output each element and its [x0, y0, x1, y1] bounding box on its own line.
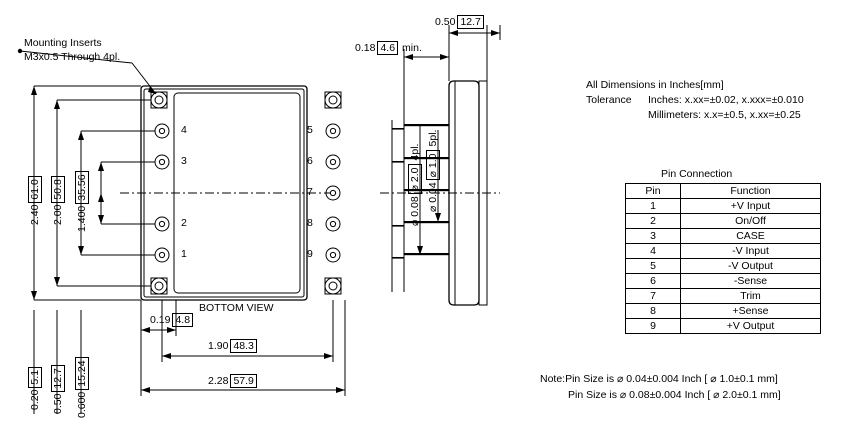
cell-pin: 8: [626, 304, 681, 319]
dim-2p40-61p0: 2.4061.0: [28, 176, 42, 225]
dim-pin-0p08-2p0: ⌀ 0.08⌀ 2.04pl.: [409, 143, 421, 226]
bottom-view-label: BOTTOM VIEW: [199, 302, 274, 314]
dim-side-0p50-12p7: 0.50 12.7: [435, 15, 484, 29]
dim-1p90-48p3: 1.90 48.3: [208, 339, 257, 353]
cell-pin: 7: [626, 289, 681, 304]
table-row: [626, 244, 821, 259]
pin-number-4: 4: [181, 124, 187, 136]
cell-function: Trim: [681, 289, 821, 304]
pin-number-1: 1: [181, 248, 187, 260]
cell-pin: 4: [626, 244, 681, 259]
pin-size-note-line1: Note:Pin Size is ⌀ 0.04±0.004 Inch [ ⌀ 1.0±0.1 mm]: [540, 373, 778, 385]
header-function: Function: [681, 184, 821, 199]
dim-2p28-57p9: 2.28 57.9: [208, 374, 257, 388]
cell-function: +V Input: [681, 199, 821, 214]
cell-pin: 3: [626, 229, 681, 244]
table-row: [626, 259, 821, 274]
pin-number-2: 2: [181, 217, 187, 229]
cell-pin: 9: [626, 319, 681, 334]
dim-0p20-5p1: 0.205.1: [28, 367, 42, 410]
cell-function: +Sense: [681, 304, 821, 319]
tolerance-inches: Inches: x.xx=±0.02, x.xxx=±0.010: [648, 94, 804, 106]
dim-2p00-50p8: 2.0050.8: [51, 176, 65, 225]
pin-connection-table: [625, 183, 821, 334]
cell-pin: 1: [626, 199, 681, 214]
dim-0p19-4p8: 0.19 4.8: [150, 313, 193, 327]
table-row: [626, 214, 821, 229]
table-row: [626, 199, 821, 214]
table-row: [626, 304, 821, 319]
pin-number-3: 3: [181, 155, 187, 167]
pin-number-7: 7: [307, 186, 313, 198]
dim-0p50-12p7: 0.5012.7: [51, 365, 65, 414]
cell-function: -V Output: [681, 259, 821, 274]
pin-number-5: 5: [307, 124, 313, 136]
table-row: [626, 229, 821, 244]
dim-0p600-15p24: 0.60015.24: [75, 357, 89, 418]
cell-pin: 6: [626, 274, 681, 289]
tolerance-label: Tolerance: [586, 94, 632, 106]
cell-function: -Sense: [681, 274, 821, 289]
dim-side-0p18-4p6: 0.18 4.6 min.: [355, 42, 422, 54]
pin-size-note-line2: Pin Size is ⌀ 0.08±0.004 Inch [ ⌀ 2.0±0.1 mm]: [568, 389, 781, 401]
cell-function: On/Off: [681, 214, 821, 229]
header-pin: Pin: [626, 184, 681, 199]
table-row: [626, 319, 821, 334]
cell-function: +V Output: [681, 319, 821, 334]
tolerance-mm: Millimeters: x.x=±0.5, x.xx=±0.25: [648, 109, 801, 121]
table-header-row: [626, 184, 821, 199]
cell-pin: 2: [626, 214, 681, 229]
pin-connection-title: Pin Connection: [661, 168, 733, 180]
pin-number-9: 9: [307, 248, 313, 260]
table-row: [626, 289, 821, 304]
cell-function: CASE: [681, 229, 821, 244]
cell-pin: 5: [626, 259, 681, 274]
dim-pin-0p04-1p0: ⌀ 0.04⌀ 1.05pl.: [427, 129, 439, 212]
pin-number-6: 6: [307, 155, 313, 167]
dim-1p400-35p56: 1.40035.56: [75, 171, 89, 232]
mounting-inserts-label-line2: M3x0.5 Through 4pl.: [24, 51, 121, 63]
vertical-dimension-lines: [31, 86, 155, 300]
table-row: [626, 274, 821, 289]
cell-function: -V Input: [681, 244, 821, 259]
all-dimensions-note: All Dimensions in Inches[mm]: [586, 79, 724, 91]
mounting-inserts-label-line1: Mounting Inserts: [24, 37, 102, 49]
side-view: [380, 25, 500, 305]
pin-number-8: 8: [307, 217, 313, 229]
